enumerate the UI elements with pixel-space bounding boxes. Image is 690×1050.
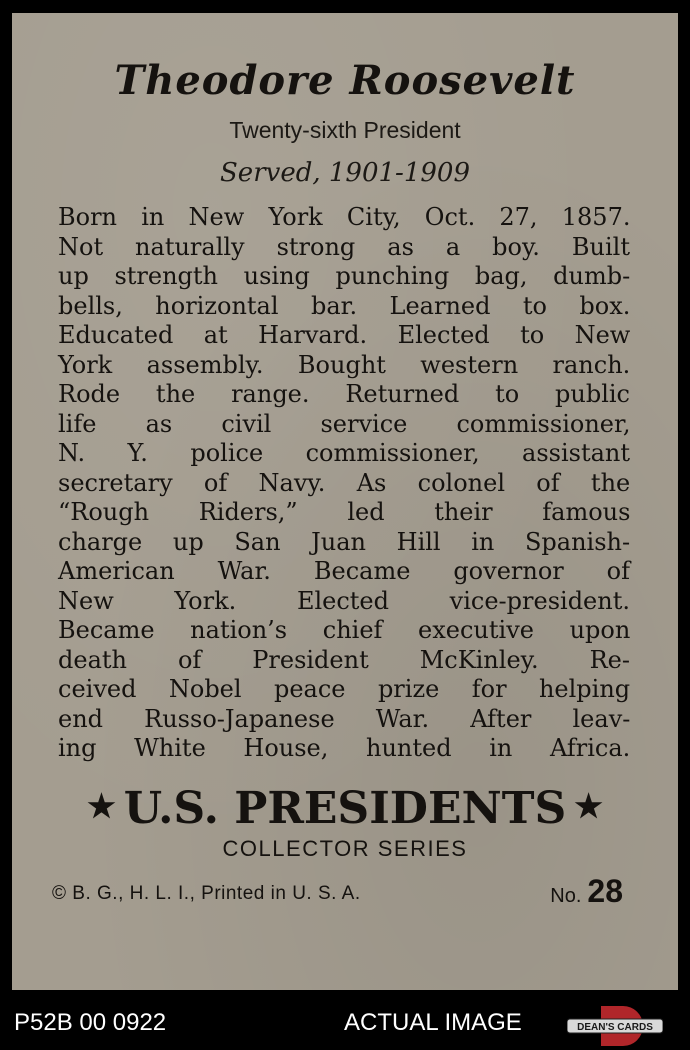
series-title-text: U.S. PRESIDENTS [123,783,567,834]
president-name: Theodore Roosevelt [114,57,576,104]
biography-line: Became nation’s chief executive upon [58,616,631,644]
biography-line: American War. Became governor of [58,557,630,585]
series-subtitle: COLLECTOR SERIES [222,836,468,861]
star-icon: ★ [574,787,603,825]
copyright-line: © B. G., H. L. I., Printed in U. S. A. [52,883,361,904]
star-icon: ★ [87,787,116,825]
card-number [550,873,623,910]
logo-text: DEAN'S CARDS [577,1022,653,1033]
biography-text [58,203,630,764]
biography-line: death of President McKinley. Re- [58,645,630,674]
biography-line: ing White House, hunted in Africa. [58,734,631,762]
served-years: Served, 1901-1909 [220,158,470,188]
biography-line: York assembly. Bought western ranch. [58,350,631,379]
actual-image-label: ACTUAL IMAGE [344,1009,522,1036]
biography-line: Educated at Harvard. Elected to New [58,321,631,349]
card-back [12,13,678,990]
biography-line: secretary of Navy. As colonel of the [58,468,631,497]
biography-line: New York. Elected vice-president. [58,586,630,615]
biography-line: Not naturally strong as a boy. Built [58,232,630,261]
series-title [12,783,678,834]
catalog-code: P52B 00 0922 [14,1009,167,1036]
biography-line: “Rough Riders,” led their famous [58,498,631,526]
biography-line: end Russo-Japanese War. After leav- [58,704,631,733]
biography-line: charge up San Juan Hill in Spanish- [58,527,631,556]
biography-line: Born in New York City, Oct. 27, 1857. [58,203,631,231]
biography-line: Rode the range. Returned to public [58,380,630,408]
biography-line: life as civil service commissioner, [58,409,631,438]
biography-line: ceived Nobel peace prize for helping [58,675,631,703]
card-number-value: 28 [587,873,623,909]
president-ordinal: Twenty-sixth President [229,117,461,143]
biography-line: bells, horizontal bar. Learned to box. [58,291,631,320]
biography-line: N. Y. police commissioner, assistant [58,439,630,467]
biography-line: up strength using punching bag, dumb- [58,262,631,290]
card-number-label: No. [550,885,582,907]
deans-cards-logo [567,1004,663,1048]
